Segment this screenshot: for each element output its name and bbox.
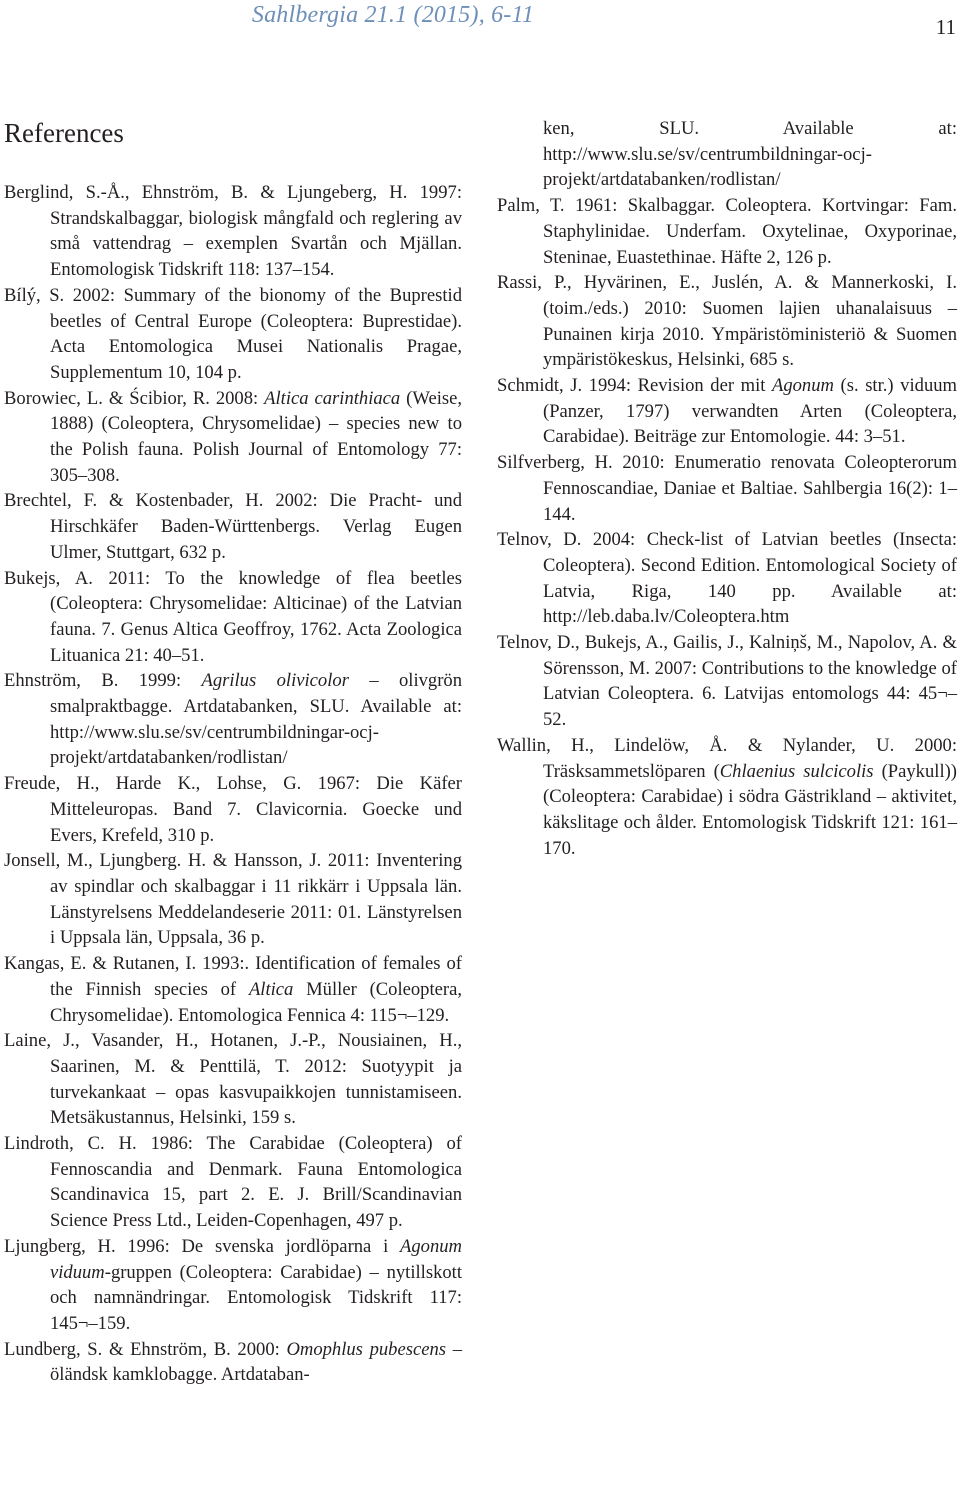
page-number: 11: [935, 15, 956, 39]
reference-continuation: ken, SLU. Available at: http://www.slu.se/sv/centrumbildningar-ocj-projekt/artdatabanken/rodlistan/: [543, 118, 957, 191]
species-name: Altica carinthiaca: [264, 387, 401, 409]
reference-entry: Berglind, S.-Å., Ehnström, B. & Ljungeberg, H. 1997: Strandskalbaggar, biologisk mångfald och reglering av små vattendrag – exemplen Svartån och Mjällan. Entomologisk Tidskrift 118: 137–154.: [4, 182, 462, 281]
reference-entry: Wallin, H., Lindelöw, Å. & Nylander, U. 2000: Träsksammetslöparen (Chlaenius sulcicolis (Paykull)) (Coleoptera: Carabidae) i södra Gästrikland – aktivitet, käkslitage och ålder. Entomologisk Tidskrift 121: 161–170.: [497, 734, 957, 859]
species-name: Agrilus olivicolor: [201, 670, 349, 692]
reference-entry: Telnov, D. 2004: Check-list of Latvian beetles (Insecta: Coleoptera). Second Edition. Entomological Society of Latvia, Riga, 140 pp. Available at: http://leb.daba.lv/Coleoptera.htm: [497, 529, 957, 628]
reference-entry: Borowiec, L. & Ścibior, R. 2008: Altica carinthiaca (Weise, 1888) (Coleoptera, Chrysomelidae) – species new to the Polish fauna. Polish Journal of Entomology 77: 305–308.: [4, 387, 462, 486]
reference-entry: Ljungberg, H. 1996: De svenska jordlöparna i Agonum viduum-gruppen (Coleoptera: Carabidae) – nytillskott och namnändringar. Entomologisk Tidskrift 117: 145¬–159.: [4, 1235, 462, 1334]
reference-entry: Palm, T. 1961: Skalbaggar. Coleoptera. Kortvingar: Fam. Staphylinidae. Underfam. Oxytelinae, Oxyporinae, Steninae, Euastethinae. Häfte 2, 126 p.: [497, 195, 957, 268]
species-name: Agonum: [771, 375, 834, 397]
reference-entry: Rassi, P., Hyvärinen, E., Juslén, A. & Mannerkoski, I. (toim./eds.) 2010: Suomen lajien uhanalaisuus – Punainen kirja 2010. Ympäristöministeriö & Suomen ympäristökeskus, Helsinki, 685 s.: [497, 272, 957, 371]
species-name: Chlaenius sulcicolis: [719, 760, 874, 782]
reference-entry: Lundberg, S. & Ehnström, B. 2000: Omophlus pubescens – öländsk kamklobagge. Artdataban-: [4, 1338, 462, 1386]
reference-entry: Ehnström, B. 1999: Agrilus olivicolor – olivgrön smalpraktbagge. Artdatabanken, SLU. Available at: http://www.slu.se/sv/centrumbildningar-ocj-projekt/artdatabanken/rodlistan/: [4, 670, 462, 769]
reference-entry: Kangas, E. & Rutanen, I. 1993:. Identification of females of the Finnish species of Altica Müller (Coleoptera, Chrysomelidae). Entomologica Fennica 4: 115¬–129.: [4, 953, 462, 1026]
reference-entry: Lindroth, C. H. 1986: The Carabidae (Coleoptera) of Fennoscandia and Denmark. Fauna Entomologica Scandinavica 15, part 2. E. J. Brill/Scandinavian Science Press Ltd., Leiden-Copenhagen, 497 p.: [4, 1133, 462, 1232]
reference-entry: Telnov, D., Bukejs, A., Gailis, J., Kalniņš, M., Napolov, A. & Sörensson, M. 2007: Contributions to the knowledge of Latvian Coleoptera. 6. Latvijas entomologs 44: 45¬–52.: [497, 632, 957, 731]
reference-entry: Bukejs, A. 2011: To the knowledge of flea beetles (Coleoptera: Chrysomelidae: Alticinae) of the Latvian fauna. 7. Genus Altica Geoffroy, 1762. Acta Zoologica Lituanica 21: 40–51.: [4, 567, 462, 666]
reference-entry: Laine, J., Vasander, H., Hotanen, J.-P., Nousiainen, H., Saarinen, M. & Penttilä, T. 2012: Suotyypit ja turvekankaat – opas kasvupaikkojen tunnistamiseen. Metsäkustannus, Helsinki, 159 s.: [4, 1030, 462, 1129]
reference-entry: Jonsell, M., Ljungberg. H. & Hansson, J. 2011: Inventering av spindlar och skalbaggar i 11 rikkärr i Uppsala län. Länstyrelsens Meddelandeserie 2011: 01. Länstyrelsen i Uppsala län, Uppsala, 36 p.: [4, 850, 462, 949]
species-name: Altica: [248, 978, 294, 1000]
reference-entry: Silfverberg, H. 2010: Enumeratio renovata Coleopterorum Fennoscandiae, Daniae et Baltiae. Sahlbergia 16(2): 1–144.: [497, 452, 957, 525]
reference-entry: Bílý, S. 2002: Summary of the bionomy of the Buprestid beetles of Central Europe (Coleoptera: Buprestidae). Acta Entomologica Musei Nationalis Pragae, Supplementum 10, 104 p.: [4, 284, 462, 383]
species-name: Agonum viduum: [50, 1235, 462, 1283]
reference-entry: Freude, H., Harde K., Lohse, G. 1967: Die Käfer Mitteleuropas. Band 7. Clavicornia. Goecke und Evers, Krefeld, 310 p.: [4, 773, 462, 846]
species-name: Omophlus pubescens: [286, 1338, 447, 1360]
reference-entry: Brechtel, F. & Kostenbader, H. 2002: Die Pracht- und Hirschkäfer Baden-Württenbergs. Verlag Eugen Ulmer, Stuttgart, 632 p.: [4, 490, 462, 563]
left-column: [4, 180, 462, 1388]
right-column: [497, 116, 957, 861]
section-title: References: [4, 118, 124, 148]
running-head: Sahlbergia 21.1 (2015), 6-11: [251, 2, 535, 28]
reference-entry: Schmidt, J. 1994: Revision der mit Agonum (s. str.) viduum (Panzer, 1797) verwandten Arten (Coleoptera, Carabidae). Beiträge zur Entomologie. 44: 3–51.: [497, 375, 957, 448]
